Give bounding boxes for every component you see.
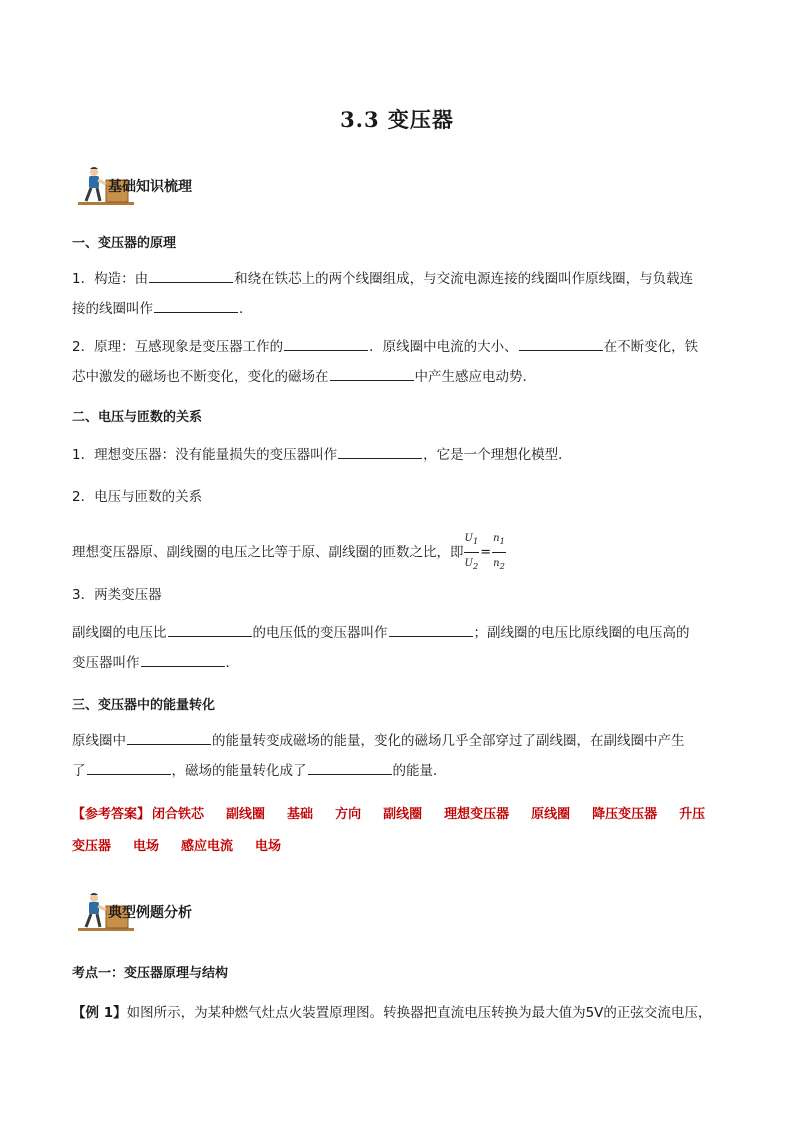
- reference-answers: [72, 799, 732, 863]
- paragraph-two-types: 3．两类变压器: [72, 587, 162, 603]
- section-heading-2: 二、电压与匝数的关系: [72, 410, 203, 425]
- paragraph-ratio: 理想变压器原、副线圈的电压之比等于原、副线圈的匝数之比，即 $\frac{U_1}{U_2}$ = $\frac{n_1}{n_2}$: [72, 528, 724, 577]
- answer-blank[interactable]: [168, 622, 252, 637]
- voltage-fraction: $\frac{U_1}{U_2}$: [464, 528, 480, 577]
- section-banner-basic: [78, 166, 338, 206]
- section-banner-examples: [78, 892, 338, 932]
- page-title: 3.3 变压器: [340, 107, 454, 132]
- answer-blank[interactable]: [149, 268, 233, 283]
- turns-fraction: $\frac{n_1}{n_2}$: [492, 528, 506, 577]
- answer-blank[interactable]: [330, 366, 414, 381]
- example-topic-heading: 考点一：变压器原理与结构: [72, 966, 229, 981]
- banner-label: 基础知识梳理: [108, 179, 192, 195]
- answer-blank[interactable]: [154, 298, 238, 313]
- answer-blank[interactable]: [87, 760, 171, 775]
- answer-blank[interactable]: [141, 652, 225, 667]
- answer-blank[interactable]: [308, 760, 392, 775]
- example-1: 【例 1】如图所示，为某种燃气灶点火装置原理图。转换器把直流电压转换为最大值为5V的正弦交流电压，: [72, 1005, 712, 1021]
- paragraph-ideal-transformer: 1．理想变压器：没有能量损失的变压器叫作 ，它是一个理想化模型．: [72, 440, 724, 470]
- paragraph-voltage-turns: 2．电压与匝数的关系: [72, 489, 203, 505]
- answer-blank[interactable]: [338, 444, 422, 459]
- paragraph-structure: 1．构造：由 和绕在铁芯上的两个线圈组成，与交流电源连接的线圈叫作原线圈，与负载连 接的线圈叫作 ．: [72, 264, 724, 324]
- answers-line-1: 【参考答案】 闭合铁芯 副线圈 基础 方向 副线圈 理想变压器 原线圈 降压变压器 升压: [72, 807, 706, 822]
- answer-blank[interactable]: [284, 336, 368, 351]
- section-heading-3: 三、变压器中的能量转化: [72, 698, 216, 713]
- section-heading-1: 一、变压器的原理: [72, 236, 177, 251]
- paragraph-principle: 2．原理：互感现象是变压器工作的 ．原线圈中电流的大小、 在不断变化，铁 芯中激发的磁场也不断变化，变化的磁场在 中产生感应电动势．: [72, 332, 724, 392]
- answer-blank[interactable]: [389, 622, 473, 637]
- banner-label: 典型例题分析: [108, 905, 192, 921]
- answer-blank[interactable]: [127, 730, 211, 745]
- answer-blank[interactable]: [519, 336, 603, 351]
- paragraph-energy: 原线圈中 的能量转变成磁场的能量，变化的磁场几乎全部穿过了副线圈，在副线圈中产生 了 ，磁场的能量转化成了 的能量．: [72, 726, 724, 786]
- paragraph-step-transformers: 副线圈的电压比 的电压低的变压器叫作 ；副线圈的电压比原线圈的电压高的 变压器叫作 ．: [72, 618, 724, 678]
- answers-line-2: 变压器 电场 感应电流 电场: [72, 839, 282, 854]
